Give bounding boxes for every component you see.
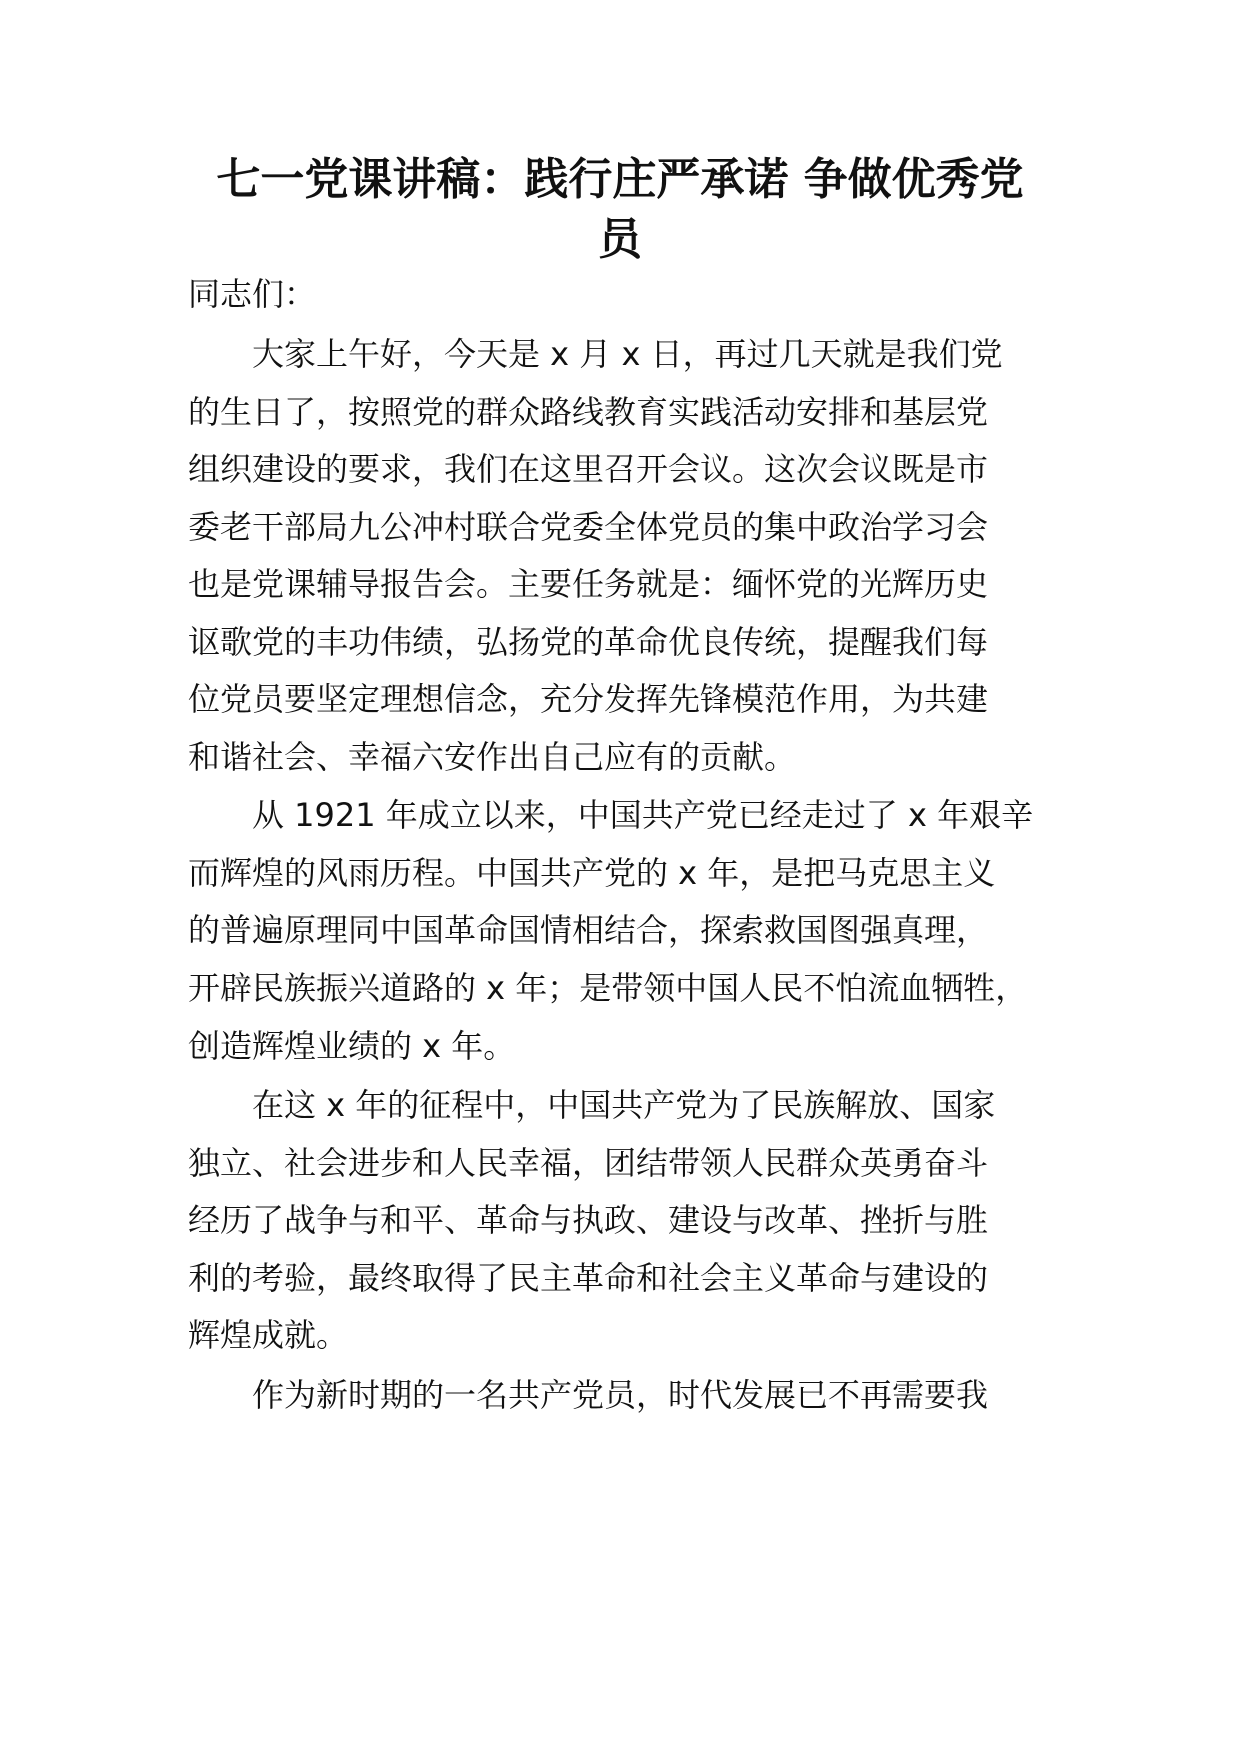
paragraph-line: 委老干部局九公冲村联合党委全体党员的集中政治学习会 xyxy=(188,508,989,546)
paragraph-line: 组织建设的要求，我们在这里召开会议。这次会议既是市 xyxy=(188,450,989,488)
paragraph-line: 的普遍原理同中国革命国情相结合，探索救国图强真理， xyxy=(188,911,989,949)
paragraph-line: 和谐社会、幸福六安作出自己应有的贡献。 xyxy=(188,738,797,776)
paragraph-line: 讴歌党的丰功伟绩，弘扬党的革命优良传统，提醒我们每 xyxy=(188,623,989,661)
paragraph-line: 独立、社会进步和人民幸福，团结带领人民群众英勇奋斗 xyxy=(188,1144,989,1182)
paragraph-line: 创造辉煌业绩的 x 年。 xyxy=(188,1027,516,1065)
paragraph-line: 利的考验，最终取得了民主革命和社会主义革命与建设的 xyxy=(188,1259,989,1297)
paragraph-line: 辉煌成就。 xyxy=(188,1316,349,1354)
paragraph-line: 的生日了，按照党的群众路线教育实践活动安排和基层党 xyxy=(188,393,989,431)
paragraph-line: 经历了战争与和平、革命与执政、建设与改革、挫折与胜 xyxy=(188,1201,989,1239)
document-title-line-2: 员 xyxy=(598,214,642,265)
paragraph-line: 在这 x 年的征程中，中国共产党为了民族解放、国家 xyxy=(252,1086,996,1124)
salutation: 同志们： xyxy=(188,275,317,313)
paragraph-line: 开辟民族振兴道路的 x 年；是带领中国人民不怕流血牺牲， xyxy=(188,969,1028,1007)
document-title-line-1: 七一党课讲稿：践行庄严承诺 争做优秀党 xyxy=(216,154,1024,205)
paragraph-line: 位党员要坚定理想信念，充分发挥先锋模范作用，为共建 xyxy=(188,680,989,718)
paragraph-line: 从 1921 年成立以来，中国共产党已经走过了 x 年艰辛 xyxy=(252,796,1034,834)
paragraph-line: 而辉煌的风雨历程。中国共产党的 x 年，是把马克思主义 xyxy=(188,854,996,892)
paragraph-line: 也是党课辅导报告会。主要任务就是：缅怀党的光辉历史 xyxy=(188,565,989,603)
paragraph-line: 作为新时期的一名共产党员，时代发展已不再需要我 xyxy=(252,1376,989,1414)
paragraph-line: 大家上午好，今天是 x 月 x 日，再过几天就是我们党 xyxy=(252,335,1003,373)
